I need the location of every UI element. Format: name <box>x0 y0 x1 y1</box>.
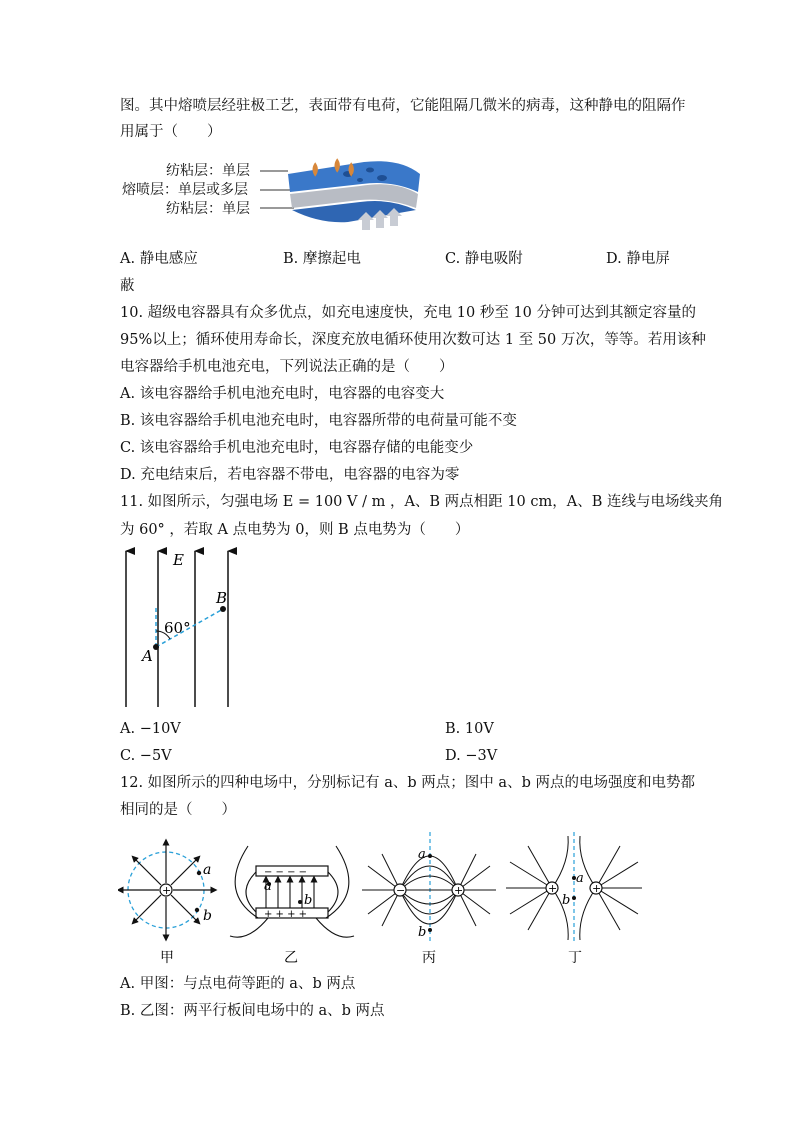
label-yi-a: a <box>264 879 272 894</box>
four-fields-graphic <box>118 832 648 972</box>
mask-layer-figure <box>120 150 440 240</box>
q9-option-d-continued: 蔽 <box>120 278 135 294</box>
diagram-jia <box>120 842 214 966</box>
svg-text:+: + <box>548 882 558 895</box>
q10-text-line2: 95%以上；循环使用寿命长，深度充放电循环使用次数可达 1 至 50 万次，等等。若用该种 <box>120 332 706 348</box>
q10-option-c[interactable]: C. 该电容器给手机电池充电时，电容器存储的电能变少 <box>120 440 474 456</box>
q9-option-a[interactable]: A. 静电感应 <box>120 251 198 267</box>
label-a: A <box>142 647 153 665</box>
svg-text:− − − −: − − − − <box>264 867 308 878</box>
label-ding: 丁 <box>568 950 582 966</box>
label-ding-b: b <box>562 893 571 908</box>
q11-option-c[interactable]: C. −5V <box>120 748 172 764</box>
q12-text-line1: 12. 如图所示的四种电场中，分别标记有 a、b 两点；图中 a、b 两点的电场强度和电势都 <box>120 775 695 791</box>
q10-text-line1: 10. 超级电容器具有众多优点，如充电速度快，充电 10 秒至 10 分钟可达到其额定容量的 <box>120 305 697 321</box>
q12-option-a[interactable]: A. 甲图：与点电荷等距的 a、b 两点 <box>120 976 356 992</box>
q11-text-line2: 为 60° ，若取 A 点电势为 0，则 B 点电势为（ ） <box>120 522 470 538</box>
uniform-field-figure <box>110 545 250 710</box>
diagram-bing <box>362 832 496 966</box>
label-b: B <box>216 589 228 607</box>
q9-option-b[interactable]: B. 摩擦起电 <box>283 251 361 267</box>
mask-layers-graphic <box>120 150 440 240</box>
q11-option-a[interactable]: A. −10V <box>120 721 181 737</box>
label-e: E <box>173 551 184 569</box>
label-yi-b: b <box>304 893 313 908</box>
label-jia-b: b <box>203 908 212 924</box>
label-ding-a: a <box>576 871 584 886</box>
q10-text-line3: 电容器给手机电池充电，下列说法正确的是（ ） <box>120 359 454 375</box>
q10-option-b[interactable]: B. 该电容器给手机电池充电时，电容器所带的电荷量可能不变 <box>120 413 517 429</box>
label-bing-a: a <box>418 847 426 862</box>
q12-option-b[interactable]: B. 乙图：两平行板间电场中的 a、b 两点 <box>120 1003 385 1019</box>
svg-text:+: + <box>162 884 172 897</box>
four-fields-figure <box>118 832 648 972</box>
label-bing-b: b <box>418 925 427 940</box>
q10-option-a[interactable]: A. 该电容器给手机电池充电时，电容器的电容变大 <box>120 386 445 402</box>
svg-text:−: − <box>396 884 406 897</box>
diagram-ding <box>506 832 642 966</box>
label-middle-layer: 熔喷层：单层或多层 <box>122 182 248 198</box>
label-jia-a: a <box>203 862 212 878</box>
q11-option-d[interactable]: D. −3V <box>445 748 498 764</box>
uniform-field-graphic <box>110 545 250 710</box>
diagram-yi <box>230 846 354 966</box>
label-bottom-layer: 纺粘层：单层 <box>166 201 250 217</box>
q9-option-c[interactable]: C. 静电吸附 <box>445 251 523 267</box>
q9-text-line2: 用属于（ ） <box>120 124 222 140</box>
q11-text-line1: 11. 如图所示，匀强电场 E = 100 V / m ，A、B 两点相距 10 cm，A、B 连线与电场线夹角 <box>120 494 723 510</box>
label-bing: 丙 <box>422 950 436 966</box>
label-angle: 60° <box>164 619 191 637</box>
label-top-layer: 纺粘层：单层 <box>166 163 250 179</box>
q12-text-line2: 相同的是（ ） <box>120 802 236 818</box>
label-yi: 乙 <box>284 950 298 966</box>
svg-text:+ + + +: + + + + <box>264 909 308 920</box>
q11-option-b[interactable]: B. 10V <box>445 721 494 737</box>
q9-text-line1: 图。其中熔喷层经驻极工艺，表面带有电荷，它能阻隔几微米的病毒，这种静电的阻隔作 <box>120 98 686 114</box>
label-jia: 甲 <box>160 950 174 966</box>
q10-option-d[interactable]: D. 充电结束后，若电容器不带电，电容器的电容为零 <box>120 467 460 483</box>
svg-text:+: + <box>454 884 464 897</box>
q9-option-d[interactable]: D. 静电屏 <box>606 251 670 267</box>
svg-text:+: + <box>592 882 602 895</box>
